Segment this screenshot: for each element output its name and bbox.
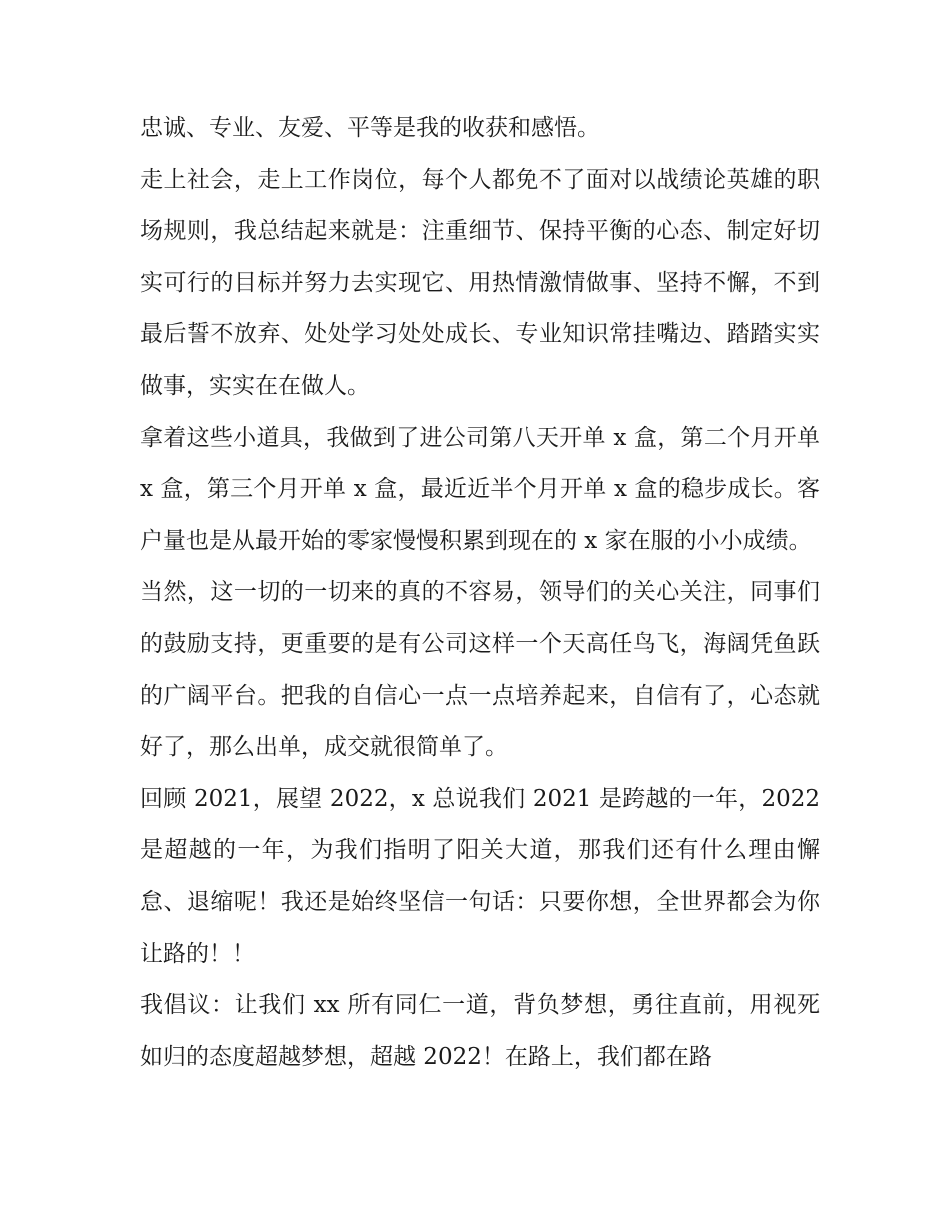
paragraph-1: 忠诚、专业、友爱、平等是我的收获和感悟。 xyxy=(140,115,600,141)
paragraph-6: 我倡议：让我们 xx 所有同仁一道，背负梦想，勇往直前，用视死如归的态度超越梦想，超越 2022！在路上，我们都在路 xyxy=(140,992,820,1070)
paragraph-5: 回顾 2021，展望 2022，x 总说我们 2021 是跨越的一年，2022 是超越的一年，为我们指明了阳关大道，那我们还有什么理由懈怠、退缩呢！我还是始终坚信一句话：只要你想，全世界都会为你让路的！！ xyxy=(140,785,820,967)
paragraph-2: 走上社会，走上工作岗位，每个人都免不了面对以战绩论英雄的职场规则，我总结起来就是：注重细节、保持平衡的心态、制定好切实可行的目标并努力去实现它、用热情激情做事、坚持不懈，不到最后誓不放弃、处处学习处处成长、专业知识常挂嘴边、踏踏实实做事，实实在在做人。 xyxy=(140,166,820,399)
paragraph-3: 拿着这些小道具，我做到了进公司第八天开单 x 盒，第二个月开单 x 盒，第三个月开单 x 盒，最近近半个月开单 x 盒的稳步成长。客户量也是从最开始的零家慢慢积累到现在的 x 家在服的小小成绩。 xyxy=(140,424,821,554)
paragraph-4: 当然，这一切的一切来的真的不容易，领导们的关心关注，同事们的鼓励支持，更重要的是有公司这样一个天高任鸟飞，海阔凭鱼跃的广阔平台。把我的自信心一点一点培养起来，自信有了，心态就好了，那么出单，成交就很简单了。 xyxy=(140,579,820,761)
document-body xyxy=(140,103,820,1083)
